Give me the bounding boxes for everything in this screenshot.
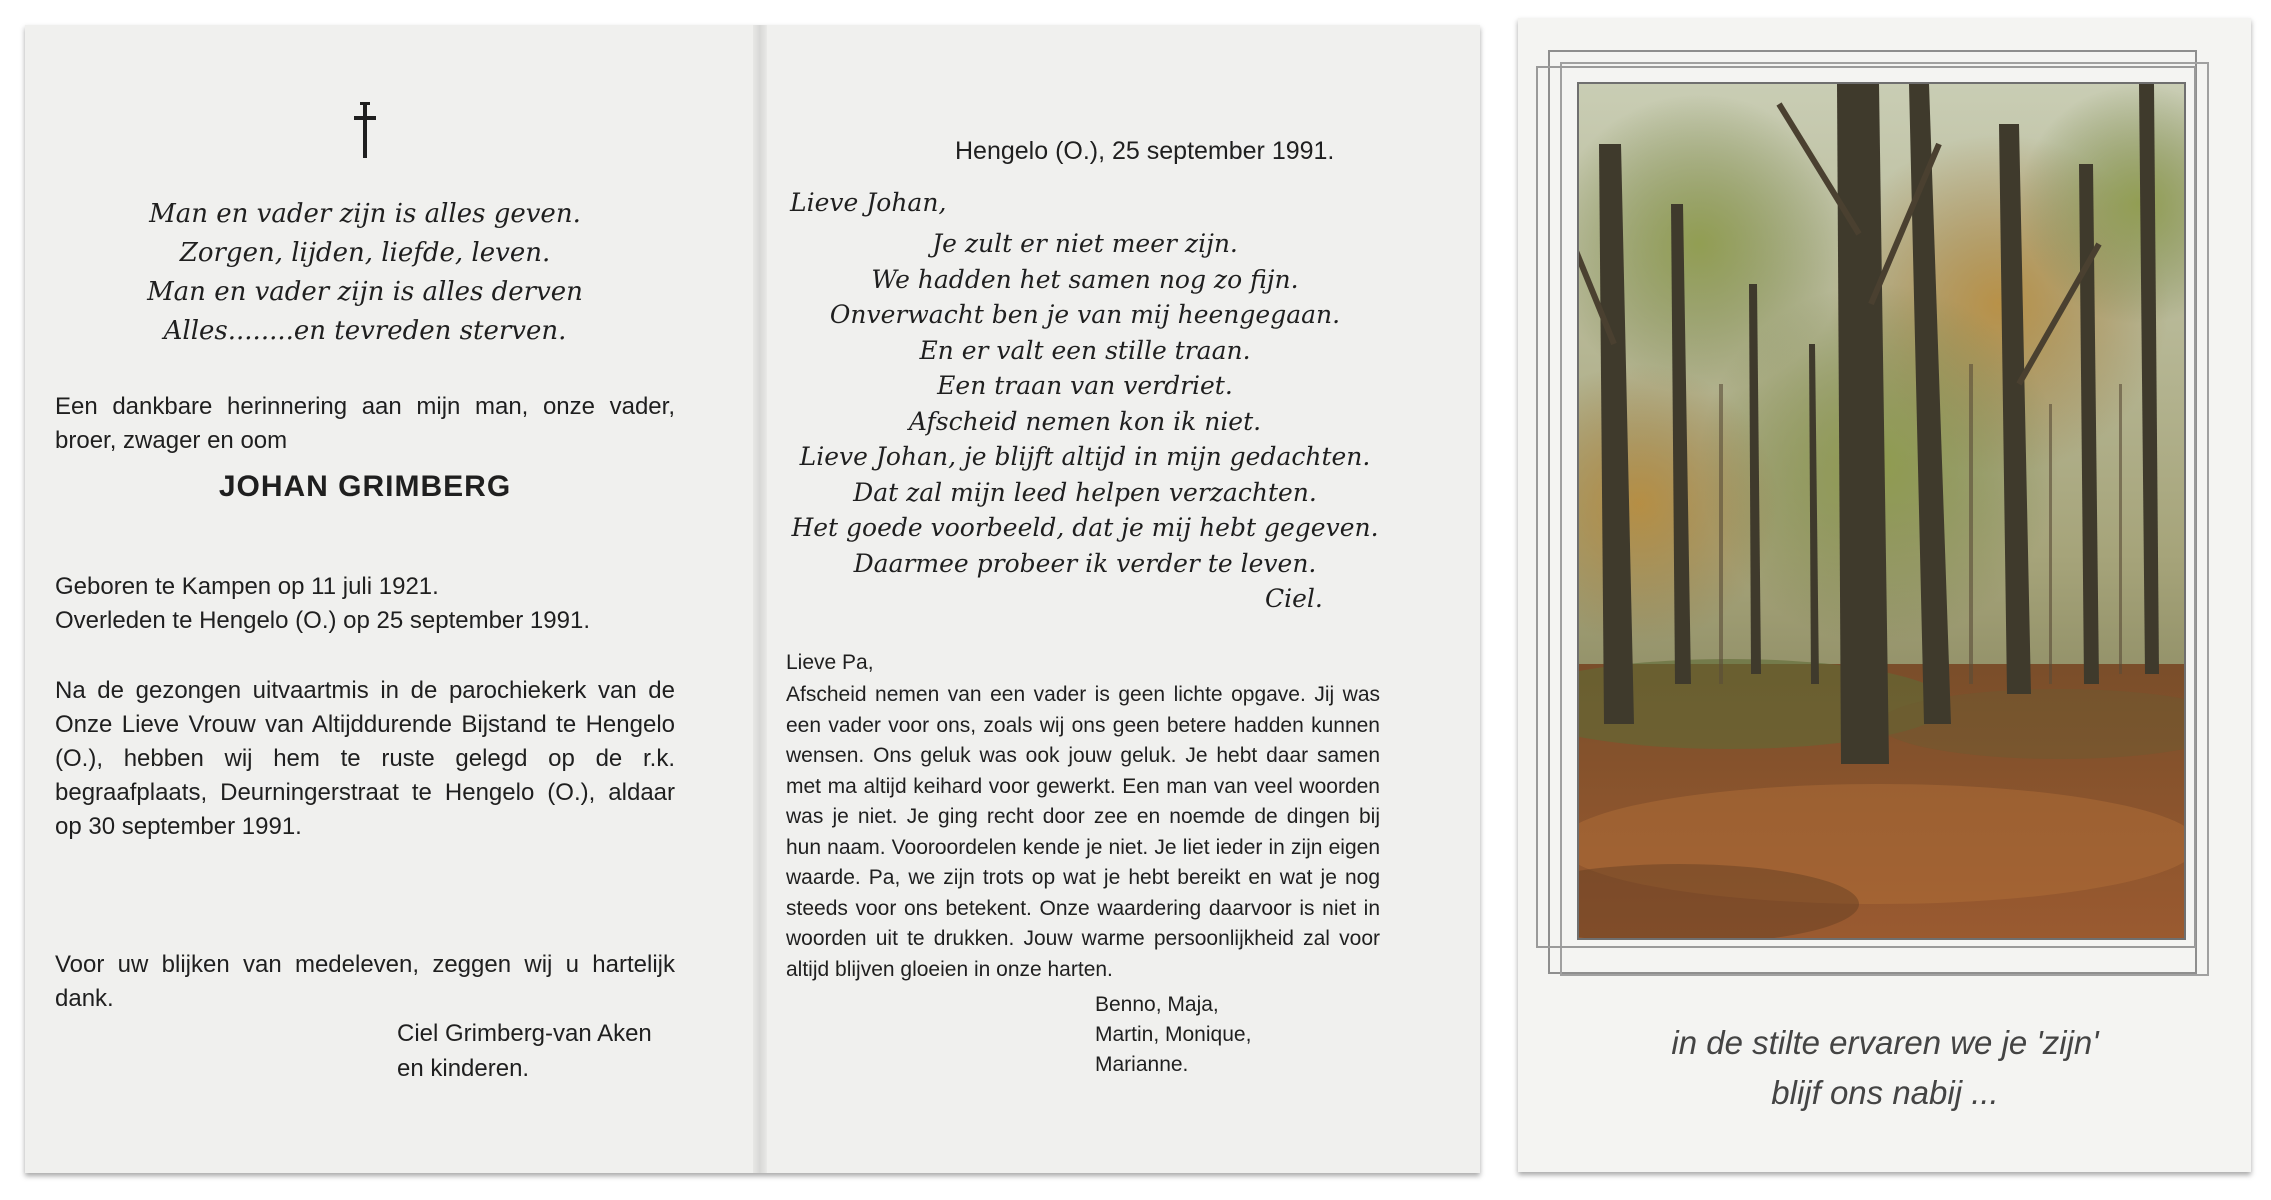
poem-mid-line-10: Daarmee probeer ik verder te leven. (853, 548, 1317, 578)
funeral-text: Na de gezongen uitvaartmis in de parochiekerk van de Onze Lieve Vrouw van Altijddurende Bijstand te Hengelo (O.), hebben wij hem te ruste gelegd op de r.k. begraafplaats, Deurningerstraat te Hengelo (O.), aldaar op 30 september 1991. (55, 677, 675, 840)
poem-mid-line-9: Het goede voorbeeld, dat je mij hebt gegeven. (791, 513, 1379, 542)
card-fold (753, 25, 767, 1173)
poem-left-line-1: Man en vader zijn is alles geven. (149, 199, 581, 229)
poem-mid-line-5: Een traan van verdriet. (937, 371, 1233, 400)
poem-mid-line-6: Afscheid nemen kon ik niet. (908, 406, 1262, 436)
cover-caption (1550, 1018, 2220, 1118)
poem-mid-line-8: Dat zal mijn leed helpen verzachten. (853, 477, 1317, 507)
letter-signature-line-2: Martin, Monique, (1095, 1023, 1252, 1046)
caption-line-1: in de stilte ervaren we je 'zijn' (1671, 1024, 2099, 1061)
place-date: Hengelo (O.), 25 september 1991. (955, 137, 1335, 165)
thanks-text: Voor uw blijken van medeleven, zeggen wij u hartelijk dank. (55, 951, 675, 1012)
poem-left-line-4: Alles........en tevreden sterven. (163, 316, 567, 346)
intro-text: Een dankbare herinnering aan mijn man, onze vader, broer, zwager en oom (55, 393, 675, 454)
forest-photo (1577, 82, 2186, 940)
birth-line: Geboren te Kampen op 11 juli 1921. (55, 573, 439, 600)
death-line: Overleden te Hengelo (O.) op 25 september 1991. (55, 607, 590, 634)
poem-left-line-2: Zorgen, lijden, liefde, leven. (179, 238, 551, 268)
letter-salutation: Lieve Pa, (786, 651, 874, 674)
letter-text: Afscheid nemen van een vader is geen lichte opgave. Jij was een vader voor ons, zoals wij ons geen betere hadden kunnen wensen. Ons geluk was ook jouw geluk. Je hebt daar samen met ma altijd keihard voor gewerkt. Een man van veel woorden was je niet. Je ging recht door zee en noemde de dingen bij hun naam. Vooroordelen kende je niet. Je liet ieder in zijn eigen waarde. Pa, we zijn trots op wat je hebt bereikt en wat je nog steeds voor ons betekent. Onze waardering daarvoor is niet in woorden uit te drukken. Jouw warme persoonlijkheid zal voor altijd blijven gloeien in onze harten. (786, 683, 1380, 981)
poem-mid-line-7: Lieve Johan, je blijft altijd in mijn gedachten. (799, 442, 1371, 471)
caption-line-2: blijf ons nabij ... (1771, 1074, 1999, 1111)
letter-signature-line-3: Marianne. (1095, 1053, 1189, 1076)
letter-signature-line-1: Benno, Maja, (1095, 993, 1219, 1016)
poem-mid-line-2: We hadden het samen nog zo fijn. (871, 264, 1299, 294)
poem-left-line-3: Man en vader zijn is alles derven (147, 277, 583, 307)
poem-salutation: Lieve Johan, (790, 188, 947, 217)
poem-signature: Ciel. (1265, 584, 1323, 613)
cross-icon (345, 100, 385, 160)
signature-line-2: en kinderen. (397, 1055, 530, 1082)
signature-line-1: Ciel Grimberg-van Aken (397, 1020, 652, 1047)
poem-mid-line-4: En er valt een stille traan. (919, 335, 1251, 365)
deceased-name: JOHAN GRIMBERG (218, 470, 512, 503)
poem-mid-line-3: Onverwacht ben je van mij heengegaan. (829, 300, 1341, 329)
poem-mid-line-1: Je zult er niet meer zijn. (932, 229, 1238, 258)
